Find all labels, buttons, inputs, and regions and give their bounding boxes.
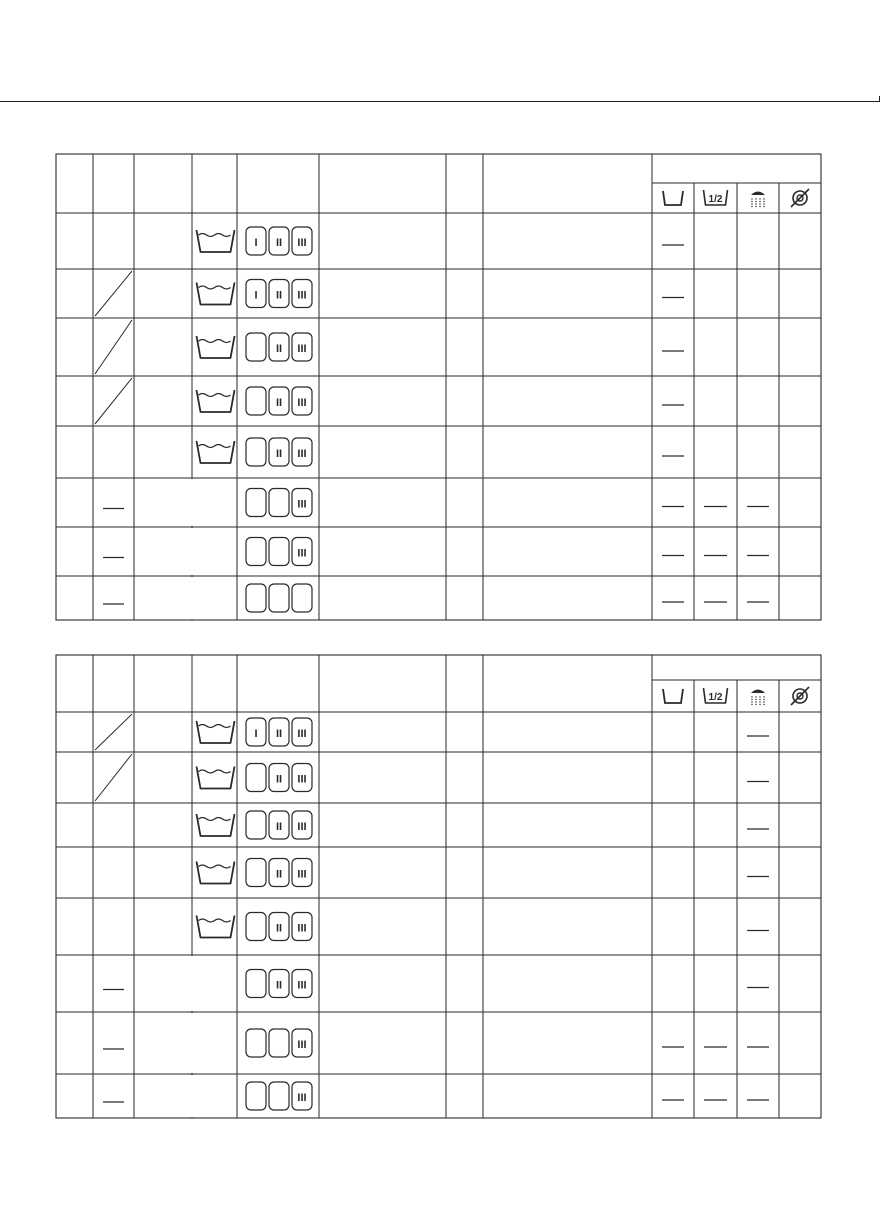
compartment-label: II xyxy=(275,343,283,355)
table-row xyxy=(56,913,821,956)
table-row xyxy=(56,859,821,899)
compartment-label: III xyxy=(297,237,307,249)
compartment-label: III xyxy=(297,397,307,409)
compartment-box xyxy=(269,584,289,612)
tub-icon xyxy=(663,689,683,703)
compartment-label: II xyxy=(275,448,283,460)
dispenser-compartments xyxy=(246,718,312,746)
dispenser-compartments xyxy=(246,333,312,361)
wash-tub-icon xyxy=(197,862,235,884)
wash-tub-icon xyxy=(197,230,235,252)
dispenser-compartments xyxy=(246,1029,312,1057)
compartment-label: III xyxy=(297,868,307,881)
table-row xyxy=(56,754,821,803)
compartment-box xyxy=(269,1029,289,1057)
compartment-box xyxy=(269,538,289,566)
table-row xyxy=(56,528,821,576)
compartment-label: I xyxy=(254,289,258,302)
compartment-label: III xyxy=(297,1092,307,1104)
compartment-box xyxy=(246,811,266,839)
table-frame xyxy=(56,154,821,620)
table-row xyxy=(56,320,821,376)
dispenser-compartments xyxy=(246,764,312,792)
dispenser-compartments xyxy=(246,538,312,566)
compartment-label: II xyxy=(275,237,283,249)
compartment-label: II xyxy=(275,922,283,935)
dispenser-compartments xyxy=(246,387,312,415)
compartment-label: II xyxy=(275,773,283,786)
wash-tub-icon xyxy=(197,814,235,836)
compartment-label: II xyxy=(275,821,283,833)
wash-tub-icon xyxy=(197,390,235,412)
compartment-label: III xyxy=(297,773,307,786)
shower-icon xyxy=(751,192,765,208)
shower-icon xyxy=(751,690,765,706)
tub-icon xyxy=(663,191,683,205)
dispenser-compartments xyxy=(246,227,312,255)
compartment-label: II xyxy=(275,979,283,992)
table-frame xyxy=(56,655,821,1118)
dispenser-compartments xyxy=(246,811,312,839)
dispenser-compartments xyxy=(246,584,312,612)
table-row xyxy=(56,271,821,318)
no-spin-icon xyxy=(791,687,809,705)
half-load-icon xyxy=(704,190,728,205)
compartment-label: II xyxy=(275,728,283,740)
compartment-label: III xyxy=(297,498,307,511)
compartment-box xyxy=(246,489,266,517)
compartment-box xyxy=(246,387,266,415)
table-row xyxy=(56,956,821,1012)
compartment-box xyxy=(269,489,289,517)
table-row xyxy=(56,1013,821,1074)
dispenser-compartments xyxy=(246,859,312,887)
compartment-box xyxy=(246,584,266,612)
dispenser-compartments xyxy=(246,280,312,308)
compartment-box xyxy=(246,1082,266,1110)
dispenser-compartments xyxy=(246,489,312,517)
compartment-box xyxy=(246,538,266,566)
dispenser-compartments xyxy=(246,970,312,998)
wash-tub-icon xyxy=(197,767,235,789)
compartment-box xyxy=(269,1082,289,1110)
compartment-label: II xyxy=(275,397,283,409)
compartment-label: III xyxy=(297,821,307,833)
compartment-box xyxy=(246,764,266,792)
compartment-box xyxy=(246,333,266,361)
table-row xyxy=(56,714,821,752)
table-row xyxy=(56,479,821,527)
compartment-box xyxy=(246,859,266,887)
compartment-box xyxy=(246,970,266,998)
dispenser-compartments xyxy=(246,438,312,466)
compartment-label: III xyxy=(297,343,307,355)
wash-tub-icon xyxy=(197,283,235,305)
half-load-label: 1/2 xyxy=(708,692,723,703)
compartment-label: III xyxy=(297,547,307,560)
wash-tub-icon xyxy=(197,916,235,938)
compartment-label: III xyxy=(297,728,307,740)
compartment-label: III xyxy=(297,289,307,302)
compartment-box xyxy=(246,1029,266,1057)
wash-tub-icon xyxy=(197,441,235,463)
wash-tub-icon xyxy=(197,721,235,743)
program-table xyxy=(56,154,821,620)
table-row xyxy=(56,378,821,426)
dispenser-compartments xyxy=(246,913,312,941)
compartment-box xyxy=(292,584,312,612)
compartment-label: III xyxy=(297,1039,307,1051)
half-load-label: 1/2 xyxy=(708,194,723,205)
table-row xyxy=(56,227,821,269)
program-table xyxy=(56,655,821,1118)
no-spin-icon xyxy=(791,189,809,207)
table-row xyxy=(103,577,769,619)
dispenser-compartments xyxy=(246,1082,312,1110)
compartment-label: III xyxy=(297,979,307,992)
table-row xyxy=(103,1075,769,1117)
compartment-label: I xyxy=(254,237,258,249)
compartment-box xyxy=(246,913,266,941)
compartment-label: III xyxy=(297,448,307,460)
compartment-box xyxy=(246,438,266,466)
table-row xyxy=(56,811,821,847)
compartment-label: I xyxy=(254,728,258,740)
wash-tub-icon xyxy=(197,336,235,358)
half-load-icon xyxy=(704,688,728,703)
table-row xyxy=(56,438,821,478)
compartment-label: II xyxy=(275,868,283,881)
compartment-label: II xyxy=(275,289,283,302)
compartment-label: III xyxy=(297,922,307,935)
